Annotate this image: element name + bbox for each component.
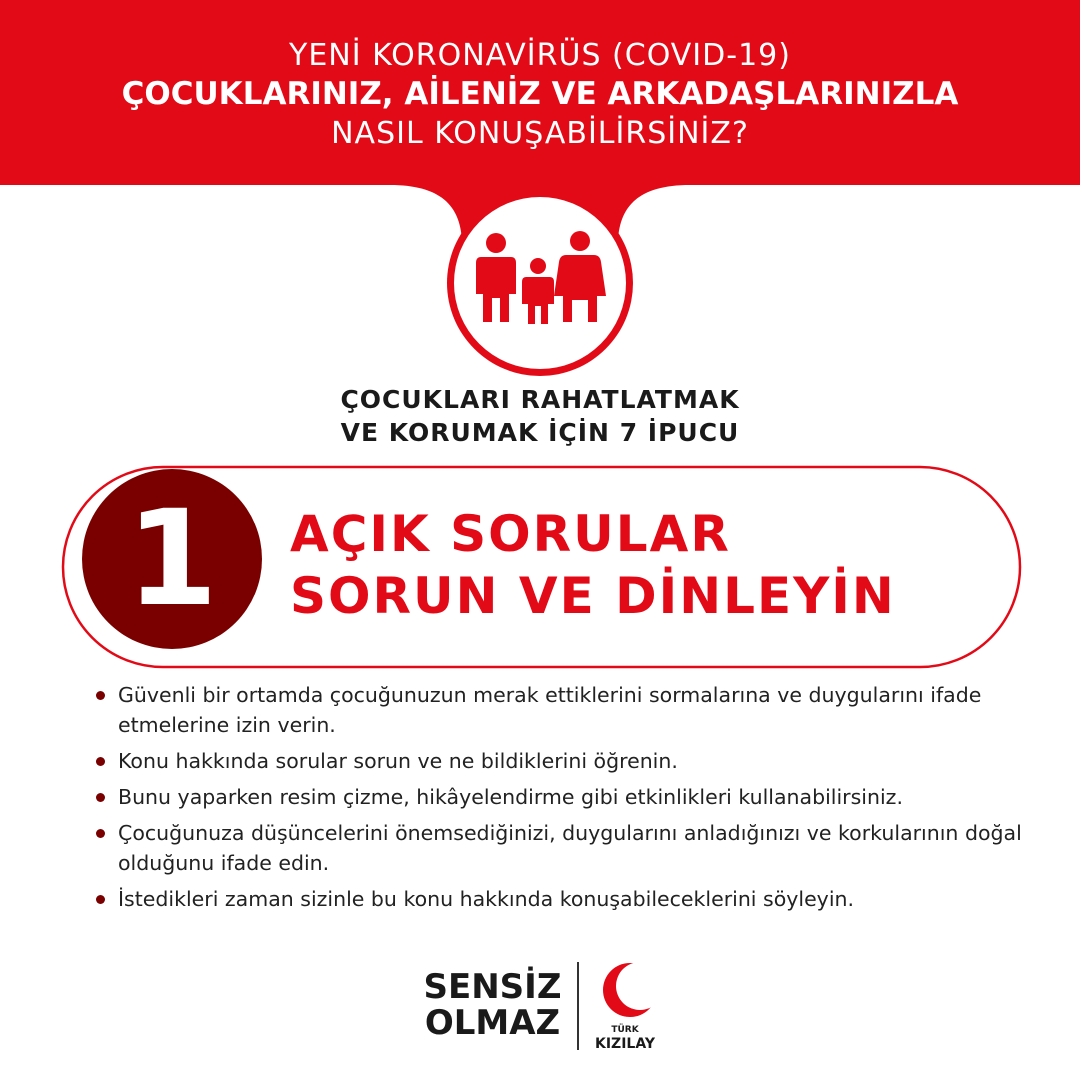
logo-name: KIZILAY xyxy=(595,1036,655,1052)
slogan-line1: SENSİZ xyxy=(423,967,562,1007)
tip-number: 1 xyxy=(126,482,218,636)
tips-heading-emphasis: 7 İPUCU xyxy=(619,418,740,447)
list-item: Konu hakkında sorular sorun ve ne bildiklerini öğrenin. xyxy=(92,746,1042,776)
tip-title-line1: AÇIK SORULAR xyxy=(290,505,731,563)
tip-title-line2: SORUN VE DİNLEYİN xyxy=(290,567,896,625)
header-title-line3: NASIL KONUŞABİLİRSİNİZ? xyxy=(331,116,749,151)
list-item: Bunu yaparken resim çizme, hikâyelendirme gibi etkinlikleri kullanabilirsiniz. xyxy=(92,782,1042,812)
bullet-list xyxy=(92,680,1042,920)
tips-heading-prefix: VE KORUMAK İÇİN xyxy=(340,418,620,447)
logo-caption: TÜRK xyxy=(611,1025,639,1035)
list-item: Çocuğunuza düşüncelerini önemsediğinizi, duygularını anladığınızı ve korkularının doğal olduğunu ifade edin. xyxy=(92,818,1042,878)
tips-heading-line2 xyxy=(0,418,1080,447)
list-item: Güvenli bir ortamda çocuğunuzun merak ettiklerini sormalarına ve duygularını ifade etmelerine izin verin. xyxy=(92,680,1042,740)
crescent-logo-icon xyxy=(603,962,664,1017)
tips-heading-line1: ÇOCUKLARI RAHATLATMAK xyxy=(340,385,740,414)
slogan-line2: OLMAZ xyxy=(424,1003,561,1043)
header-title-line1: YENİ KORONAVİRÜS (COVID-19) xyxy=(289,38,791,73)
list-item: İstedikleri zaman sizinle bu konu hakkında konuşabileceklerini söyleyin. xyxy=(92,884,1042,914)
header-title-line2: ÇOCUKLARINIZ, AİLENİZ VE ARKADAŞLARINIZLA xyxy=(121,76,959,112)
footer-divider xyxy=(577,962,579,1050)
